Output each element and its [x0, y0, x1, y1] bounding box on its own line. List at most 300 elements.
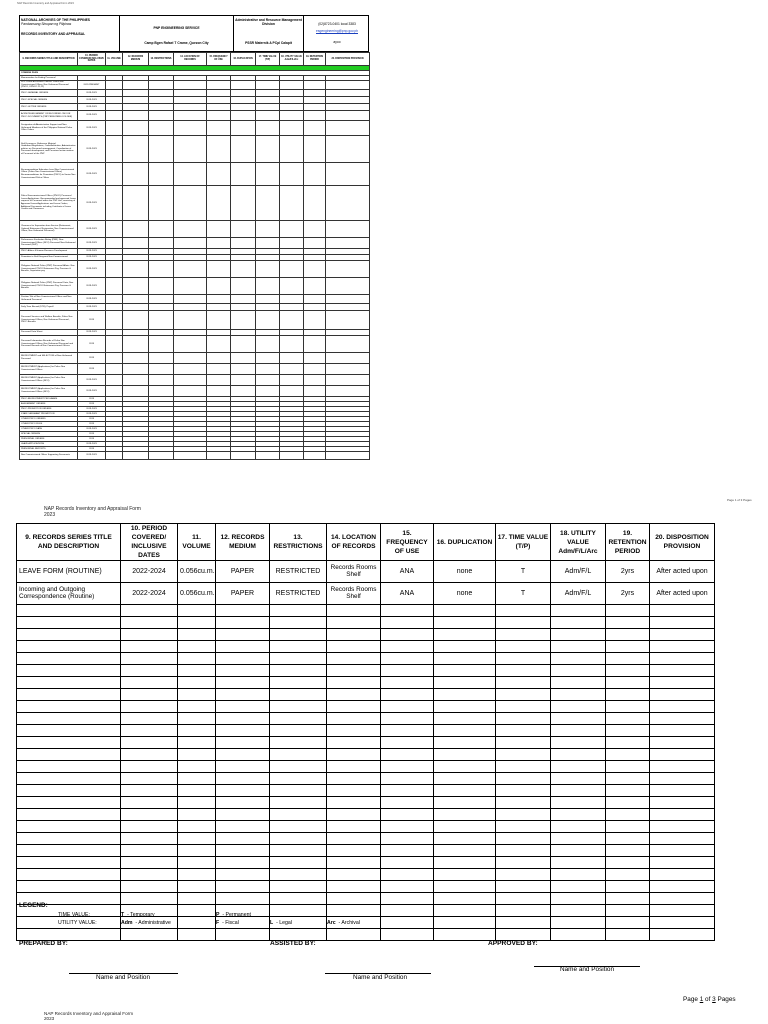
empty-cell	[650, 773, 715, 785]
thumb-cell-title: PNCO GENERAL ORDERS	[20, 90, 78, 97]
empty-cell	[496, 761, 551, 773]
empty-cell	[327, 653, 381, 665]
thumb-cell	[326, 81, 370, 90]
empty-cell	[551, 617, 606, 629]
thumb-cell	[326, 121, 370, 136]
empty-cell	[650, 905, 715, 917]
thumb-cell	[123, 90, 149, 97]
empty-cell	[606, 797, 650, 809]
thumb-cell	[326, 261, 370, 278]
thumb-cell	[174, 386, 207, 397]
thumb-cell	[174, 111, 207, 121]
thumb-cell-title: Philippine National Police (PNP) Personnel Affairs. Non Commissioned, PNCO Retirement Pay, Pensions & Benefits, Separation pay	[20, 261, 78, 278]
empty-cell	[434, 821, 496, 833]
thumb-cell	[326, 90, 370, 97]
thumb-cell-dates: 2019-2023	[78, 375, 106, 386]
empty-cell	[178, 917, 216, 929]
thumb-cell	[106, 386, 123, 397]
empty-table-row	[17, 833, 715, 845]
thumb-cell	[304, 364, 326, 375]
empty-cell	[496, 857, 551, 869]
thumb-cell	[106, 81, 123, 90]
thumb-table-row	[20, 304, 370, 311]
thumb-cell	[256, 221, 280, 238]
empty-cell	[216, 641, 270, 653]
empty-cell	[327, 605, 381, 617]
thumb-cell	[256, 311, 280, 330]
thumb-cell-title: Personnel Services and Welfare Benefits, Police Non Commissioned Officer, Non Uniformed Personnel, PNCO Benefits	[20, 311, 78, 330]
thumb-cell-title: Promotion to Staff Sergeant Non-Commissioned	[20, 255, 78, 261]
empty-cell	[496, 905, 551, 917]
thumb-cell-title: LEAVE APPLICATIONS	[20, 442, 78, 447]
thumb-inventory-table	[19, 52, 370, 460]
thumb-cell	[231, 375, 256, 386]
empty-cell	[327, 833, 381, 845]
empty-cell	[121, 713, 178, 725]
empty-cell	[121, 773, 178, 785]
thumb-cell	[106, 121, 123, 136]
empty-cell	[496, 785, 551, 797]
thumb-cell	[123, 81, 149, 90]
thumb-cell-dates: 2019-2023	[78, 261, 106, 278]
approved-by-name-position: Name and Position	[560, 966, 614, 973]
empty-cell	[327, 869, 381, 881]
thumb-form-name: RECORDS INVENTORY AND APPRAISAL	[21, 32, 86, 36]
empty-table-row	[17, 605, 715, 617]
thumb-col-header: 9. RECORDS SERIES TITLE AND DESCRIPTION	[20, 53, 78, 66]
empty-cell	[650, 713, 715, 725]
thumb-cell	[326, 278, 370, 295]
empty-cell	[650, 797, 715, 809]
empty-cell	[17, 605, 121, 617]
empty-cell	[17, 665, 121, 677]
thumb-col-header: 13. RESTRICTIONS	[149, 53, 174, 66]
empty-cell	[270, 821, 327, 833]
thumb-cell	[123, 452, 149, 460]
thumb-cell	[123, 336, 149, 353]
empty-cell	[270, 845, 327, 857]
thumb-cell-title: Performance Evaluation Rating (PER). Non-Commissioned Officer (NCO) Personnel Non-Uniformed Personnel (NUP)	[20, 238, 78, 249]
empty-cell	[178, 881, 216, 893]
cell-retention: 2yrs	[606, 561, 650, 583]
thumb-cell-dates: 2019-2023	[78, 97, 106, 104]
empty-cell	[178, 701, 216, 713]
thumb-table-row	[20, 186, 370, 221]
empty-cell	[381, 809, 434, 821]
thumb-cell-dates: 2019-2023	[78, 90, 106, 97]
legend-title: LEGEND:	[19, 902, 48, 909]
empty-table-row	[17, 857, 715, 869]
thumb-cell	[149, 81, 174, 90]
empty-cell	[650, 689, 715, 701]
empty-cell	[327, 809, 381, 821]
empty-cell	[434, 833, 496, 845]
thumb-cell	[256, 111, 280, 121]
thumb-cell-title: Daily Time Record (DTR), Payroll	[20, 304, 78, 311]
thumb-table-row	[20, 90, 370, 97]
cell-period: 2022-2024	[121, 583, 178, 605]
empty-cell	[381, 665, 434, 677]
empty-cell	[434, 761, 496, 773]
thumb-cell	[174, 186, 207, 221]
form-title-line1: NAP Records Inventory and Appraisal Form	[44, 506, 141, 512]
empty-cell	[496, 653, 551, 665]
thumb-cell	[106, 186, 123, 221]
thumb-table-row	[20, 136, 370, 163]
thumb-cell	[304, 90, 326, 97]
col-header-utility-value: 18. UTILITY VALUE Adm/F/L/Arc	[551, 524, 606, 561]
empty-cell	[327, 893, 381, 905]
thumb-cell	[149, 136, 174, 163]
thumb-table-row	[20, 97, 370, 104]
thumb-table-row	[20, 452, 370, 460]
empty-cell	[178, 773, 216, 785]
thumb-cell	[123, 364, 149, 375]
thumb-cell	[106, 104, 123, 111]
empty-table-row	[17, 677, 715, 689]
thumb-cell	[149, 386, 174, 397]
thumb-cell-title: PNCO LETTER ORDERS	[20, 104, 78, 111]
empty-cell	[270, 689, 327, 701]
empty-cell	[121, 605, 178, 617]
empty-cell	[216, 797, 270, 809]
empty-cell	[650, 653, 715, 665]
cell-title: Incoming and Outgoing Correspondence (Routine)	[17, 583, 121, 605]
thumb-cell	[326, 186, 370, 221]
table-row	[17, 583, 715, 605]
thumb-cell	[207, 364, 231, 375]
thumb-cell	[256, 97, 280, 104]
thumb-cell	[174, 136, 207, 163]
empty-cell	[496, 797, 551, 809]
thumb-cell	[106, 238, 123, 249]
thumb-cell-dates: 2019-2023	[78, 304, 106, 311]
empty-cell	[650, 605, 715, 617]
empty-cell	[178, 641, 216, 653]
thumb-cell-title: ASSIGNMENT ORDERS	[20, 402, 78, 407]
thumb-cell	[304, 163, 326, 186]
thumb-cell-dates: 2019-2023	[78, 186, 106, 221]
empty-cell	[121, 893, 178, 905]
empty-cell	[606, 857, 650, 869]
thumb-cell-dates: 2019-2023	[78, 255, 106, 261]
empty-table-row	[17, 749, 715, 761]
thumb-cell	[123, 238, 149, 249]
thumb-cell-dates: 2019	[78, 336, 106, 353]
thumb-cell-dates: 2019	[78, 364, 106, 375]
empty-cell	[650, 809, 715, 821]
thumb-cell	[256, 295, 280, 304]
thumb-cell	[256, 261, 280, 278]
empty-cell	[121, 653, 178, 665]
thumb-cell	[280, 311, 304, 330]
legend-fiscal	[216, 920, 239, 926]
empty-cell	[178, 713, 216, 725]
empty-cell	[496, 677, 551, 689]
empty-cell	[178, 725, 216, 737]
thumb-cell	[231, 278, 256, 295]
empty-cell	[216, 809, 270, 821]
thumb-cell	[326, 353, 370, 364]
empty-cell	[17, 833, 121, 845]
thumb-cell	[174, 364, 207, 375]
thumb-cell-dates: 2019-PRESENT	[78, 81, 106, 90]
assisted-by-label: ASSISTED BY:	[270, 940, 316, 947]
empty-cell	[434, 629, 496, 641]
thumb-cell	[304, 136, 326, 163]
thumb-cell-dates: 2019-2023	[78, 121, 106, 136]
legend-temporary	[121, 912, 155, 918]
empty-cell	[327, 929, 381, 941]
cell-frequency: ANA	[381, 561, 434, 583]
empty-cell	[606, 725, 650, 737]
thumb-cell	[280, 386, 304, 397]
empty-cell	[606, 701, 650, 713]
empty-cell	[551, 869, 606, 881]
empty-cell	[381, 929, 434, 941]
thumb-cell	[149, 90, 174, 97]
empty-cell	[17, 929, 121, 941]
empty-table-row	[17, 701, 715, 713]
empty-cell	[650, 833, 715, 845]
empty-cell	[434, 689, 496, 701]
empty-cell	[270, 617, 327, 629]
legend-arc-code: Arc	[327, 920, 336, 926]
empty-cell	[496, 689, 551, 701]
thumb-cell	[174, 104, 207, 111]
empty-cell	[551, 797, 606, 809]
thumb-cell	[174, 311, 207, 330]
thumb-table-row	[20, 238, 370, 249]
empty-cell	[178, 821, 216, 833]
thumb-cell	[207, 90, 231, 97]
thumb-cell-title: OTHER PNCO FILES	[20, 422, 78, 427]
thumb-cell	[304, 278, 326, 295]
empty-cell	[121, 785, 178, 797]
empty-table-row	[17, 725, 715, 737]
legend-permanent	[216, 912, 251, 918]
legend-t-desc: - Temporary	[127, 912, 155, 918]
empty-cell	[178, 605, 216, 617]
thumb-cell	[280, 336, 304, 353]
thumb-cell	[326, 452, 370, 460]
empty-table-row	[17, 761, 715, 773]
thumb-cell	[174, 221, 207, 238]
empty-cell	[327, 689, 381, 701]
empty-cell	[121, 881, 178, 893]
thumb-col-header: 12. RECORDS MEDIUM	[123, 53, 149, 66]
thumb-cell	[149, 111, 174, 121]
thumb-cell	[304, 295, 326, 304]
thumb-col-header: 10. PERIOD COVERED/ INCLUSIVE DATES	[78, 53, 106, 66]
empty-cell	[17, 773, 121, 785]
empty-cell	[216, 617, 270, 629]
empty-cell	[121, 701, 178, 713]
thumb-cell	[326, 304, 370, 311]
empty-cell	[650, 869, 715, 881]
empty-cell	[551, 773, 606, 785]
thumb-table-row	[20, 364, 370, 375]
empty-cell	[551, 653, 606, 665]
thumb-cell	[304, 186, 326, 221]
thumb-cell-dates: 2019-2023	[78, 111, 106, 121]
thumb-cell	[174, 97, 207, 104]
empty-cell	[327, 701, 381, 713]
thumb-cell	[231, 238, 256, 249]
thumb-cell	[149, 238, 174, 249]
empty-cell	[121, 845, 178, 857]
empty-cell	[17, 617, 121, 629]
empty-cell	[17, 881, 121, 893]
empty-cell	[121, 641, 178, 653]
thumb-cell	[174, 375, 207, 386]
page-one-thumbnail	[17, 2, 370, 488]
thumb-cell	[280, 304, 304, 311]
form-title-line2: 2023	[44, 511, 56, 518]
thumb-cell	[280, 136, 304, 163]
thumb-cell	[149, 375, 174, 386]
thumb-cell	[326, 386, 370, 397]
thumb-cell	[149, 104, 174, 111]
empty-cell	[327, 905, 381, 917]
empty-cell	[496, 893, 551, 905]
empty-cell	[381, 629, 434, 641]
empty-cell	[551, 929, 606, 941]
empty-cell	[216, 845, 270, 857]
empty-cell	[434, 665, 496, 677]
cell-volume: 0.056cu.m.	[178, 583, 216, 605]
empty-cell	[434, 917, 496, 929]
empty-cell	[178, 905, 216, 917]
thumb-cell	[149, 336, 174, 353]
legend-adm-code: Adm	[121, 920, 133, 926]
empty-cell	[17, 821, 121, 833]
legend-l-code: L	[270, 920, 274, 926]
thumb-cell	[106, 97, 123, 104]
empty-table-row	[17, 689, 715, 701]
thumb-cell	[231, 221, 256, 238]
empty-cell	[650, 641, 715, 653]
empty-cell	[327, 761, 381, 773]
thumb-cell	[207, 81, 231, 90]
thumb-cell	[280, 278, 304, 295]
thumb-cell	[106, 278, 123, 295]
thumb-cell	[280, 104, 304, 111]
thumb-cell-title: RECRUITMENT and SELECTION of Non-Uniformed Personnel	[20, 353, 78, 364]
empty-cell	[327, 749, 381, 761]
cell-restrictions: RESTRICTED	[270, 583, 327, 605]
thumb-cell	[231, 452, 256, 460]
empty-cell	[178, 665, 216, 677]
thumb-cell	[123, 304, 149, 311]
thumb-cell	[231, 336, 256, 353]
cell-utility-value: Adm/F/L	[551, 583, 606, 605]
empty-cell	[434, 617, 496, 629]
thumb-cell	[207, 111, 231, 121]
empty-cell	[650, 893, 715, 905]
thumb-cell	[326, 375, 370, 386]
thumb-cell-title: OTHER PNCO ORDERS	[20, 417, 78, 422]
empty-cell	[270, 773, 327, 785]
empty-cell	[551, 905, 606, 917]
page-current: 1	[699, 996, 704, 1003]
empty-cell	[551, 713, 606, 725]
thumb-table-row	[20, 221, 370, 238]
empty-cell	[327, 641, 381, 653]
empty-cell	[178, 857, 216, 869]
empty-cell	[327, 785, 381, 797]
empty-cell	[381, 701, 434, 713]
empty-cell	[381, 689, 434, 701]
thumb-cell	[256, 104, 280, 111]
thumb-cell-title: Clearance for Separation from Service (Retirement, Optional Retirement, Resignation, Non Commissioned Officer, Non Uniformed Personnel)	[20, 221, 78, 238]
thumb-cell	[174, 353, 207, 364]
thumb-cell	[106, 221, 123, 238]
thumb-table-row	[20, 375, 370, 386]
empty-cell	[551, 701, 606, 713]
page-total: 3	[712, 996, 716, 1003]
thumb-cell	[304, 353, 326, 364]
thumb-cell-title: Philippine National Police (PNP) Personnel Data, Non Commissioned, PNCO Retirement Pay, Pensions & Benefits	[20, 278, 78, 295]
thumb-cell-dates: 2019	[78, 437, 106, 442]
thumb-cell	[106, 261, 123, 278]
thumb-cell	[123, 353, 149, 364]
prepared-by-name-position: Name and Position	[96, 974, 150, 981]
thumb-cell	[207, 452, 231, 460]
thumb-table-row	[20, 163, 370, 186]
empty-cell	[381, 605, 434, 617]
empty-cell	[178, 797, 216, 809]
empty-cell	[17, 845, 121, 857]
empty-cell	[17, 677, 121, 689]
thumb-cell	[280, 261, 304, 278]
thumb-cell	[280, 364, 304, 375]
empty-cell	[496, 737, 551, 749]
page-count-pre: Page	[683, 996, 700, 1003]
thumb-cell-dates: 2019	[78, 397, 106, 402]
thumb-cell	[106, 364, 123, 375]
empty-cell	[121, 677, 178, 689]
thumb-cell	[174, 81, 207, 90]
empty-cell	[606, 617, 650, 629]
thumb-cell	[326, 238, 370, 249]
empty-cell	[434, 749, 496, 761]
empty-cell	[216, 833, 270, 845]
empty-cell	[606, 869, 650, 881]
empty-cell	[606, 737, 650, 749]
empty-cell	[496, 629, 551, 641]
empty-cell	[606, 785, 650, 797]
legend	[19, 902, 48, 909]
empty-cell	[270, 629, 327, 641]
empty-cell	[381, 797, 434, 809]
thumb-cell	[207, 163, 231, 186]
thumb-cell	[174, 238, 207, 249]
thumb-section-label: COMMON FILES	[20, 71, 370, 76]
empty-cell	[606, 773, 650, 785]
thumb-cell	[231, 121, 256, 136]
cell-restrictions: RESTRICTED	[270, 561, 327, 583]
thumb-cell-dates: 2019-2023	[78, 136, 106, 163]
empty-cell	[434, 857, 496, 869]
empty-cell	[551, 809, 606, 821]
thumb-cell-dates: 2019-2023	[78, 295, 106, 304]
thumb-cell	[231, 186, 256, 221]
col-header-disposition: 20. DISPOSITION PROVISION	[650, 524, 715, 561]
thumb-cell	[106, 375, 123, 386]
thumb-cell	[304, 311, 326, 330]
thumb-person: PSSR Maternik A PCpl Calapit	[245, 41, 292, 45]
